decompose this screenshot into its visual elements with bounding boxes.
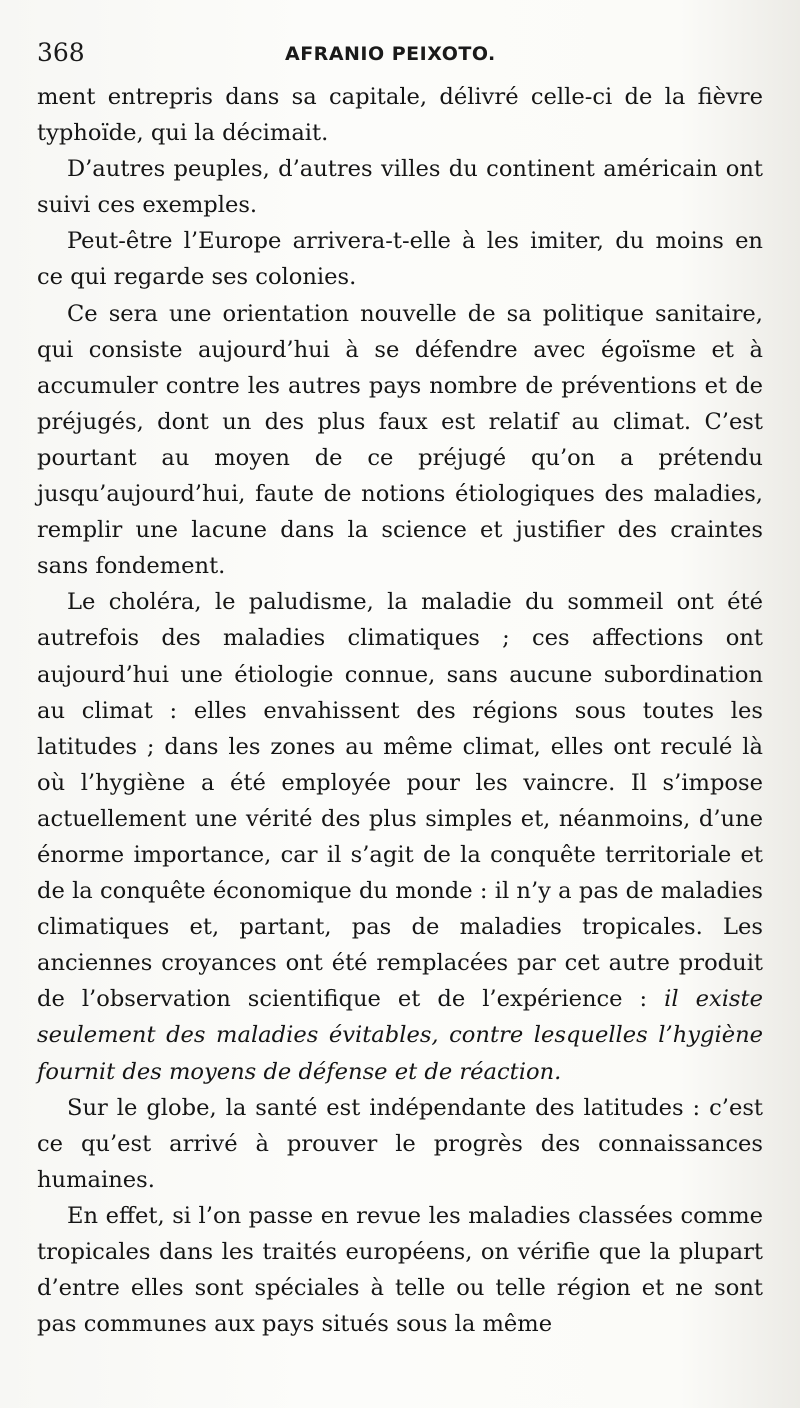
page-header: [37, 36, 767, 70]
paragraph-text: ment entrepris dans sa capitale, délivré celle-ci de la fièvre typhoïde, qui la décimait.: [37, 84, 763, 147]
paragraph-text: Le choléra, le paludisme, la maladie du sommeil ont été autrefois des maladies climatiques ; ces affections ont aujourd’hui une étiologie connue, sans aucune subordination au climat : elles envahissent des régions sous toutes les latitudes ; dans les zones au même climat, elles ont reculé là où l’hygiène a été employée pour les vaincre. Il s’impose actuellement une vérité des plus simples et, néanmoins, d’une énorme importance, car il s’agit de la conquête territoriale et de la conquête économique du monde : il n’y a pas de maladies climatiques et, partant, pas de maladies tropicales. Les anciennes croyances ont été remplacées par cet autre produit de l’observation scientifique et de l’expérience :: [37, 589, 763, 1013]
paragraph: [37, 1198, 763, 1342]
paragraph-text: Ce sera une orientation nouvelle de sa politique sanitaire, qui consiste aujourd’hui à se défendre avec égoïsme et à accumuler contre les autres pays nombre de préventions et de préjugés, dont un des plus faux est relatif au climat. C’est pourtant au moyen de ce préjugé qu’on a prétendu jusqu’aujourd’hui, faute de notions étiologiques des maladies, remplir une lacune dans la science et justifier des craintes sans fondement.: [37, 300, 763, 580]
paragraph-text: D’autres peuples, d’autres villes du continent américain ont suivi ces exemples.: [37, 156, 763, 219]
paragraph-text: En effet, si l’on passe en revue les maladies classées comme tropicales dans les traités européens, on vérifie que la plupart d’entre elles sont spéciales à telle ou telle région et ne sont pas communes aux pays situés sous la même: [37, 1202, 763, 1338]
paragraph: [37, 223, 763, 295]
page-number: 368: [37, 38, 85, 67]
paragraph-continuation: [37, 79, 763, 151]
paragraph: [37, 296, 763, 585]
paragraph-text: Peut-être l’Europe arrivera-t-elle à les imiter, du moins en ce qui regarde ses colonies.: [37, 228, 763, 291]
paragraph: [37, 1090, 763, 1198]
italic-statement: il existe seulement des maladies évitables, contre lesquelles l’hygiène fournit des moyens de défense et de réaction.: [37, 986, 763, 1085]
paragraph: [37, 151, 763, 223]
running-head: AFRANIO PEIXOTO.: [285, 43, 496, 65]
body-text: [37, 79, 763, 1342]
paragraph-text: Sur le globe, la santé est indépendante des latitudes : c’est ce qu’est arrivé à prouver le progrès des connaissances humaines.: [37, 1094, 763, 1193]
paragraph: [37, 584, 763, 1089]
